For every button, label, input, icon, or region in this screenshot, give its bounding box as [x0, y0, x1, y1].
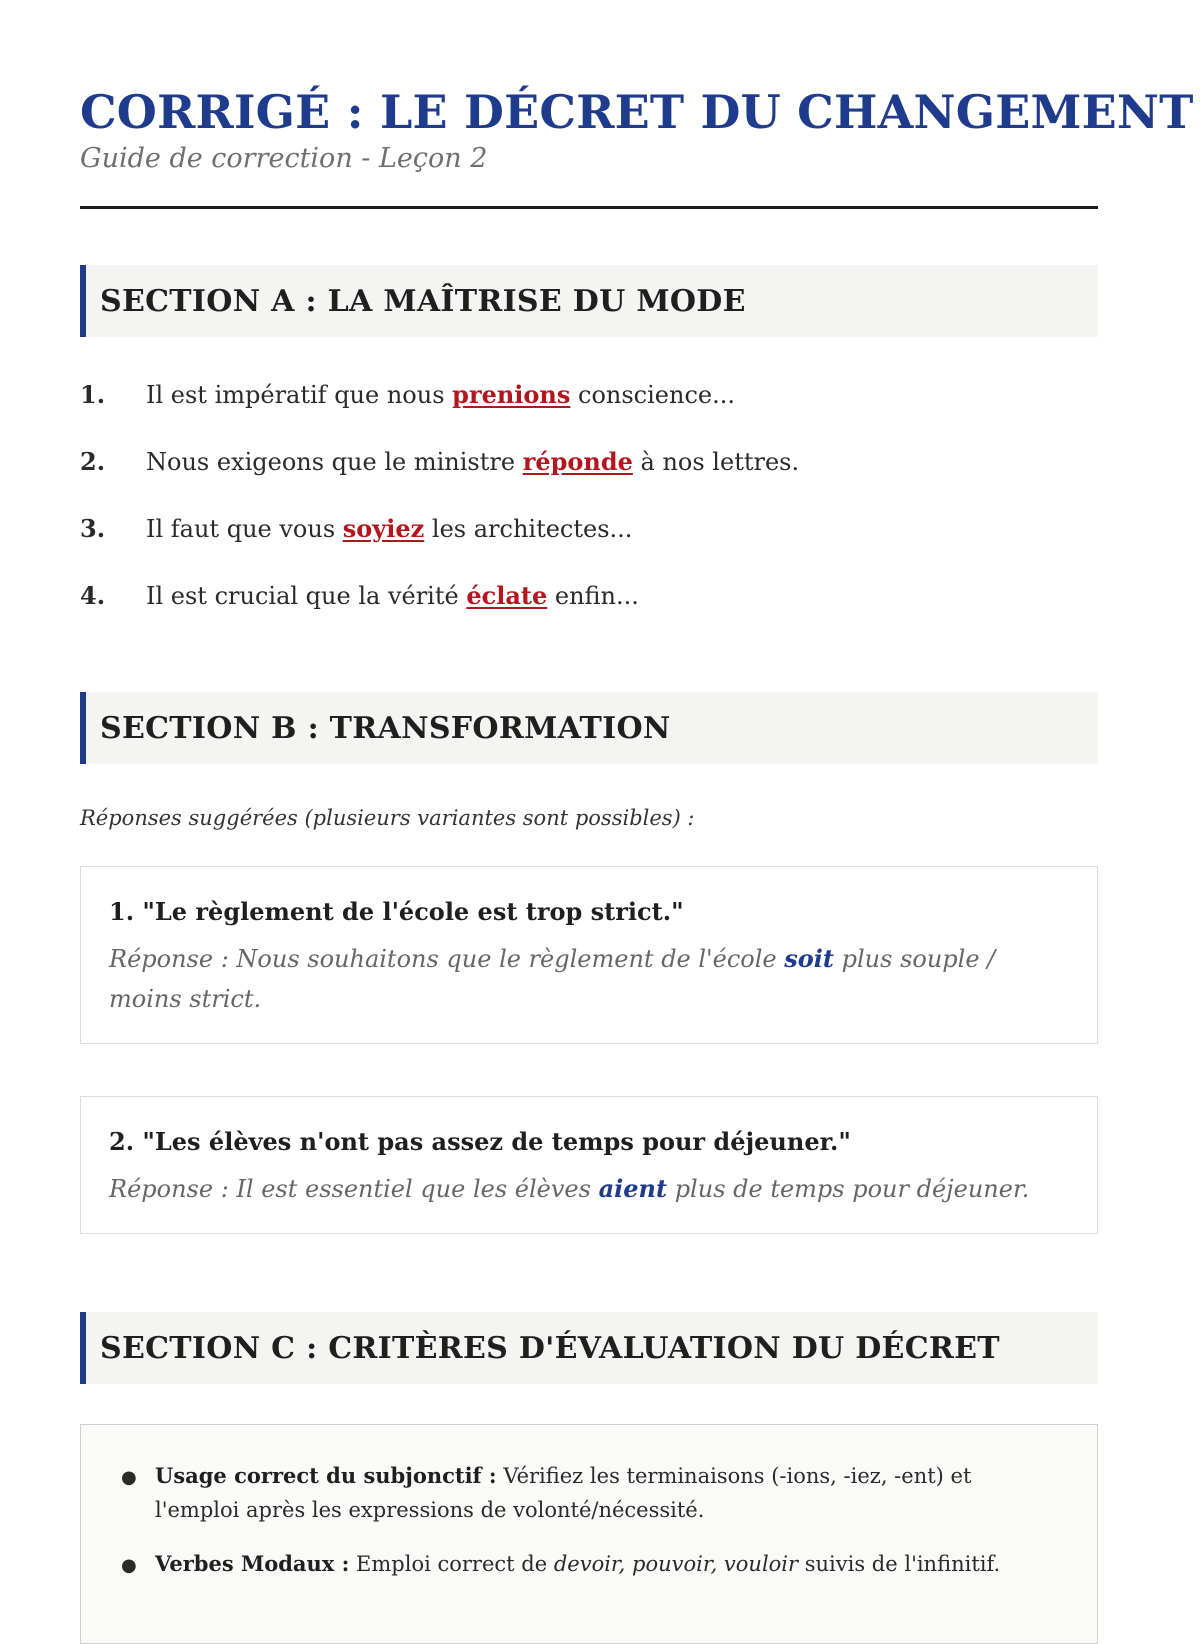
page-title: CORRIGÉ : LE DÉCRET DU CHANGEMENT — [80, 85, 1194, 139]
exercise-number: 3. — [80, 514, 106, 543]
section-b-intro: Réponses suggérées (plusieurs variantes sont possibles) : — [80, 806, 695, 830]
answer-start: Réponse : Nous souhaitons que le règlement de l'école — [109, 945, 785, 973]
sentence-start: Il faut que vous — [146, 515, 343, 543]
answer-verb: soit — [784, 944, 834, 973]
transformation-answer — [109, 1169, 1069, 1209]
answer-verb: aient — [598, 1174, 668, 1203]
exercise-sentence — [146, 514, 632, 544]
criteria-label: Verbes Modaux : — [155, 1551, 350, 1576]
exercise-sentence — [146, 380, 735, 410]
exercise-item — [80, 581, 799, 648]
criteria-modal-verbs: devoir, pouvoir, vouloir — [553, 1552, 799, 1576]
header-divider — [80, 206, 1098, 209]
criteria-box — [80, 1424, 1098, 1644]
sentence-end: à nos lettres. — [632, 448, 800, 476]
sentence-start: Il est impératif que nous — [146, 381, 453, 409]
sentence-end: enfin... — [547, 582, 639, 610]
exercise-item — [80, 514, 799, 581]
section-a-exercise-list — [80, 380, 799, 648]
answer-verb: prenions — [452, 380, 571, 409]
answer-verb: éclate — [466, 581, 548, 610]
exercise-number: 2. — [80, 447, 106, 476]
criteria-item — [121, 1459, 1057, 1527]
exercise-item — [80, 380, 799, 447]
answer-verb: réponde — [522, 447, 633, 476]
bullet-icon: ● — [121, 1467, 137, 1488]
criteria-text-end: suivis de l'infinitif. — [798, 1552, 1001, 1576]
bullet-icon: ● — [121, 1555, 137, 1576]
criteria-text: Vérifiez les terminaisons (-ions, -iez, -ent) et l'emploi après les expressions de volonté/nécessité. — [155, 1464, 972, 1522]
sentence-start: Nous exigeons que le ministre — [146, 448, 523, 476]
answer-verb: soyiez — [342, 514, 425, 543]
exercise-sentence — [146, 447, 799, 477]
criteria-list — [121, 1459, 1057, 1582]
section-c-heading: SECTION C : CRITÈRES D'ÉVALUATION DU DÉCRET — [80, 1312, 1098, 1384]
sentence-end: les architectes... — [424, 515, 633, 543]
transformation-question: 2. "Les élèves n'ont pas assez de temps pour déjeuner." — [109, 1127, 851, 1156]
sentence-start: Il est crucial que la vérité — [146, 582, 467, 610]
criteria-label: Usage correct du subjonctif : — [155, 1463, 497, 1488]
criteria-text: Emploi correct de — [349, 1552, 554, 1576]
section-b-heading: SECTION B : TRANSFORMATION — [80, 692, 1098, 764]
transformation-question: 1. "Le règlement de l'école est trop strict." — [109, 897, 684, 926]
answer-start: Réponse : Il est essentiel que les élèves — [109, 1175, 599, 1203]
criteria-item — [121, 1547, 1057, 1582]
page-subtitle: Guide de correction - Leçon 2 — [80, 143, 488, 174]
sentence-end: conscience... — [570, 381, 735, 409]
answer-end: plus de temps pour déjeuner. — [667, 1175, 1030, 1203]
exercise-item — [80, 447, 799, 514]
exercise-sentence — [146, 581, 639, 611]
transformation-answer — [109, 939, 1069, 1019]
transformation-card — [80, 1096, 1098, 1234]
section-a-heading: SECTION A : LA MAÎTRISE DU MODE — [80, 265, 1098, 337]
exercise-number: 4. — [80, 581, 106, 610]
answer-end: plus souple / moins strict. — [109, 945, 996, 1013]
exercise-number: 1. — [80, 380, 106, 409]
transformation-card — [80, 866, 1098, 1044]
